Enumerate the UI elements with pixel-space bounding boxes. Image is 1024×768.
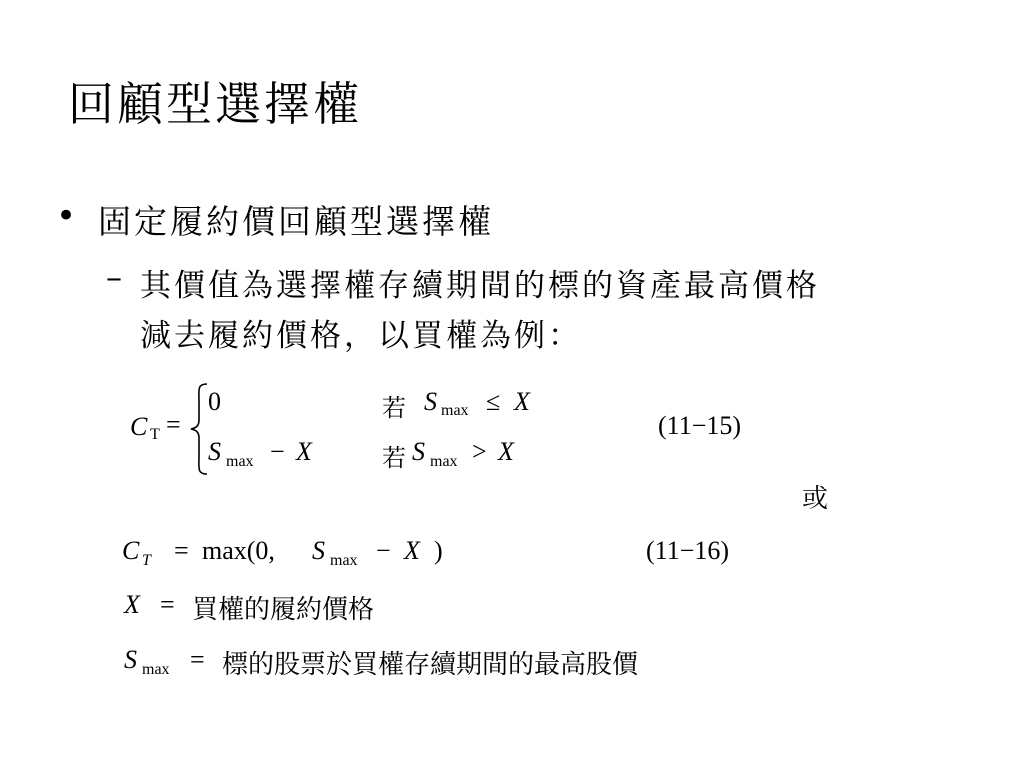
eq1-case1-value: 0	[208, 387, 221, 416]
eq1-case2-condition-word: 若	[382, 444, 406, 472]
def-s-sub: max	[142, 661, 170, 678]
eq1-lhs-c: C	[130, 412, 148, 441]
sub-bullet-line2: 減去履約價格，以買權為例：	[140, 318, 582, 354]
eq1-case2-s: S	[208, 437, 221, 466]
eq1-case1-s-sub: max	[441, 402, 469, 419]
def-s-text: 標的股票於買權存續期間的最高股價	[222, 650, 639, 680]
eq1-case2-x2: X	[498, 437, 514, 466]
def-s-equals: =	[190, 645, 205, 674]
eq2-close: )	[434, 536, 443, 565]
eq1-case1-op: ≤	[486, 387, 501, 416]
eq1-case2-cond-s: S	[412, 437, 425, 466]
eq1-case2-op: >	[472, 437, 487, 466]
eq1-case2-cond-s-sub: max	[430, 453, 458, 470]
sub-bullet-dash: –	[106, 258, 122, 296]
eq2-c: C	[122, 536, 140, 565]
eq1-case1-x: X	[514, 387, 530, 416]
eq1-case2-x: X	[296, 437, 312, 466]
eq1-equals: =	[166, 410, 181, 439]
def-x-symbol: X	[124, 590, 140, 619]
eq2-equals: =	[174, 536, 189, 565]
eq2-c-sub: T	[142, 552, 151, 569]
eq1-case1-condition-word: 若	[382, 394, 406, 422]
eq2-x: X	[404, 536, 420, 565]
eq2-number: (11−16)	[646, 536, 730, 565]
eq1-case2-minus: −	[270, 437, 285, 466]
slide-title: 回顧型選擇權	[68, 77, 362, 131]
eq2-s: S	[312, 536, 325, 565]
eq1-number: (11−15)	[658, 411, 742, 440]
or-word: 或	[802, 484, 829, 514]
def-x-equals: =	[160, 590, 175, 619]
eq1-case1-s: S	[424, 387, 437, 416]
eq2-max-open: max(0,	[202, 536, 275, 565]
eq2-minus: −	[376, 536, 391, 565]
def-s-symbol: S	[124, 645, 137, 674]
eq2-s-sub: max	[330, 552, 358, 569]
eq1-case2-s-sub: max	[226, 453, 254, 470]
sub-bullet-line1: 其價值為選擇權存續期間的標的資產最高價格	[140, 268, 820, 304]
bullet-marker: •	[56, 196, 77, 236]
def-x-text: 買權的履約價格	[192, 595, 375, 625]
bullet-text: 固定履約價回顧型選擇權	[98, 202, 494, 241]
eq1-lhs-sub: T	[150, 426, 160, 443]
